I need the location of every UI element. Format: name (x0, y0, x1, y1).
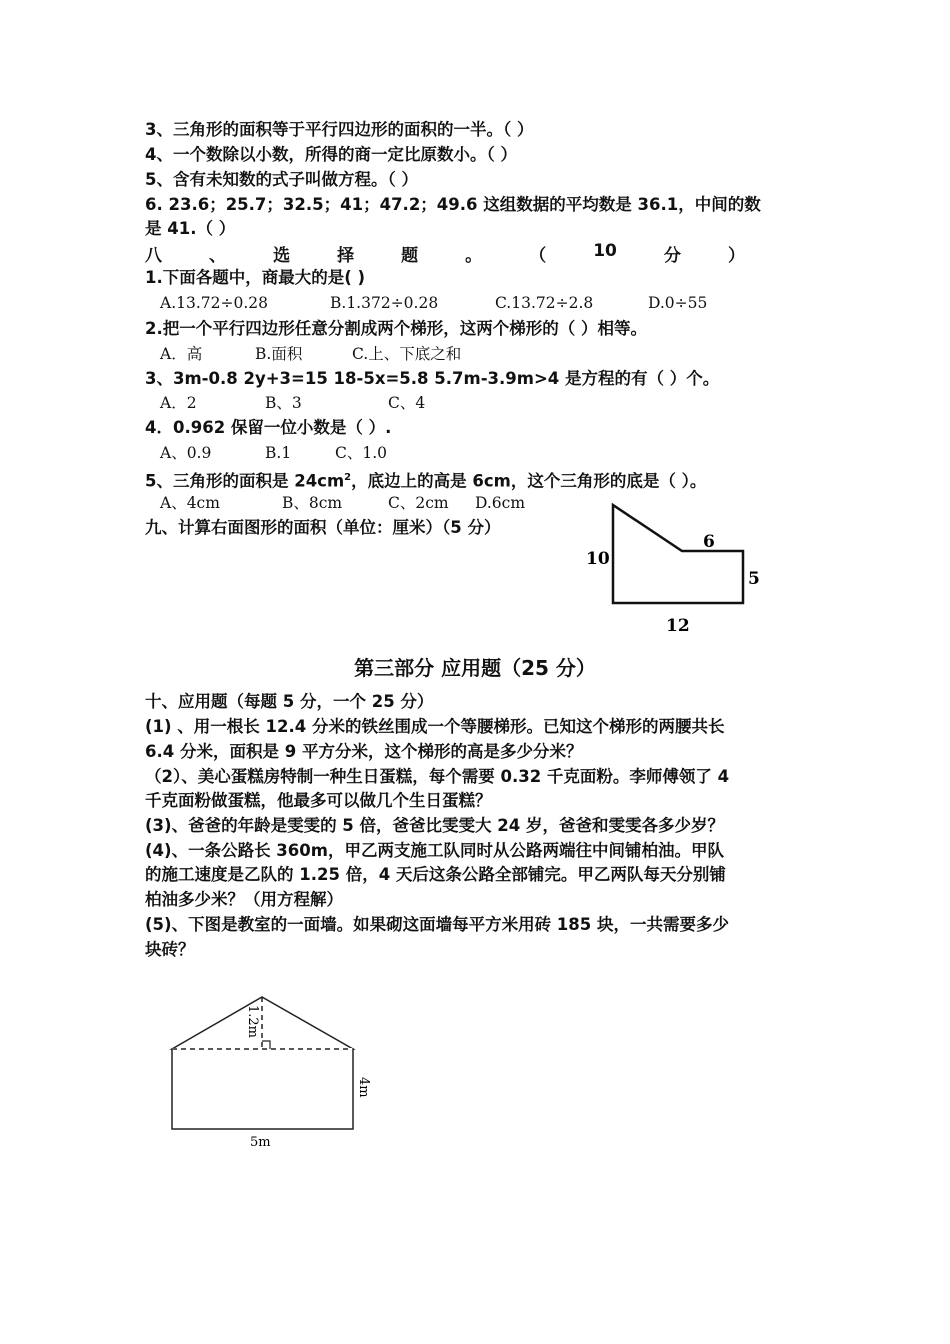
problem-line: (5)、下图是教室的一面墙。如果砌这面墙每平方米用砖 185 块，一共需要多少 (145, 915, 729, 934)
label-bottom: 12 (666, 616, 690, 636)
option: D.6cm (475, 494, 526, 512)
heading-char: 八 (145, 246, 162, 266)
option: A、4cm (160, 494, 220, 512)
option: A、0.9 (160, 444, 212, 462)
question-5-text-a: 5、三角形的面积是 24cm (145, 471, 345, 491)
question-2: 2.把一个平行四边形任意分割成两个梯形，这两个梯形的（ ）相等。 (145, 319, 647, 338)
judge-item-6: 6. 23.6；25.7；32.5；41；47.2；49.6 这组数据的平均数是 36.1，中间的数 (145, 195, 761, 214)
judge-item-5: 5、含有未知数的式子叫做方程。（ ） (145, 170, 418, 189)
right-angle-mark (262, 1041, 270, 1049)
section-9-heading: 九、计算右面图形的面积（单位：厘米）（5 分） (145, 518, 501, 537)
option: C、4 (388, 394, 426, 412)
superscript: 2 (344, 472, 352, 483)
heading-char: 、 (209, 246, 227, 266)
problem-line: （2）、美心蛋糕房特制一种生日蛋糕，每个需要 0.32 千克面粉。李师傅领了 4 (145, 767, 730, 786)
option: C.上、下底之和 (352, 345, 462, 363)
option: B.1.372÷0.28 (330, 294, 439, 312)
problem-line: (1) 、用一根长 12.4 分米的铁丝围成一个等腰梯形。已知这个梯形的两腰共长 (145, 717, 725, 736)
option: A．高 (160, 345, 203, 363)
option: C.13.72÷2.8 (495, 294, 594, 312)
heading-char: 择 (337, 246, 355, 266)
judge-item-3: 3、三角形的面积等于平行四边形的面积的一半。（ ） (145, 120, 534, 139)
pentagon-figure (580, 495, 780, 640)
question-4-options (160, 441, 388, 465)
wall-figure (150, 985, 390, 1155)
label-triangle-height: 1.2m (245, 1005, 260, 1039)
heading-char: ） (727, 246, 745, 266)
question-1: 1.下面各题中，商最大的是( ) (145, 268, 366, 287)
option: B、8cm (282, 494, 343, 512)
judge-item-6-cont: 是 41.（ ） (145, 219, 236, 238)
label-side: 4m (356, 1077, 371, 1098)
problem-line: 的施工速度是乙队的 1.25 倍，4 天后这条公路全部铺完。甲乙两队每天分别铺 (145, 865, 726, 884)
label-right: 5 (748, 569, 760, 589)
problem-line: 千克面粉做蛋糕，他最多可以做几个生日蛋糕？ (145, 791, 492, 810)
option: A.13.72÷0.28 (160, 294, 268, 312)
problem-line: 柏油多少米？（用方程解） (145, 890, 343, 909)
question-2-options (160, 342, 462, 366)
option: B.面积 (255, 345, 303, 363)
option: A．2 (160, 394, 197, 412)
wall-rectangle (172, 1049, 353, 1129)
option: B.1 (265, 444, 292, 462)
option: B、3 (265, 394, 302, 412)
label-top-right: 6 (703, 532, 715, 552)
heading-char: 题 (401, 246, 419, 266)
label-left: 10 (586, 549, 610, 569)
heading-char: 选 (273, 246, 291, 266)
figure-outline (613, 505, 743, 603)
problem-line: (3)、爸爸的年龄是雯雯的 5 倍，爸爸比雯雯大 24 岁，爸爸和雯雯各多少岁？ (145, 816, 724, 835)
question-1-options (160, 291, 708, 315)
question-3-options (160, 391, 426, 415)
question-5-text-b: ，底边上的高是 6cm，这个三角形的底是（ ）。 (351, 471, 707, 491)
question-3: 3、3m-0.8 2y+3=15 18-5x=5.8 5.7m-3.9m>4 是方程的有（ ）个。 (145, 369, 720, 388)
heading-char: （ (529, 246, 547, 266)
section-8-heading (145, 241, 745, 266)
problem-line: (4)、一条公路长 360m，甲乙两支施工队同时从公路两端往中间铺柏油。甲队 (145, 841, 724, 860)
heading-char: 分 (663, 246, 681, 266)
option: C、1.0 (335, 444, 388, 462)
option: D.0÷55 (648, 294, 708, 312)
question-4: 4．0.962 保留一位小数是（ ）. (145, 418, 392, 437)
question-5-options (160, 491, 526, 515)
option: C、2cm (388, 494, 449, 512)
part-3-title: 第三部分 应用题（25 分） (354, 656, 596, 680)
judge-item-4: 4、一个数除以小数，所得的商一定比原数小。（ ） (145, 145, 517, 164)
problem-line: 6.4 分米，面积是 9 平方分米，这个梯形的高是多少分米？ (145, 742, 583, 761)
question-5 (145, 466, 706, 494)
problem-line: 块砖？ (145, 940, 195, 959)
label-bottom: 5m (250, 1135, 271, 1150)
section-10-heading: 十、应用题（每题 5 分，一个 25 分） (145, 692, 434, 711)
heading-char: 。 (465, 246, 483, 266)
heading-char: 10 (593, 241, 617, 261)
